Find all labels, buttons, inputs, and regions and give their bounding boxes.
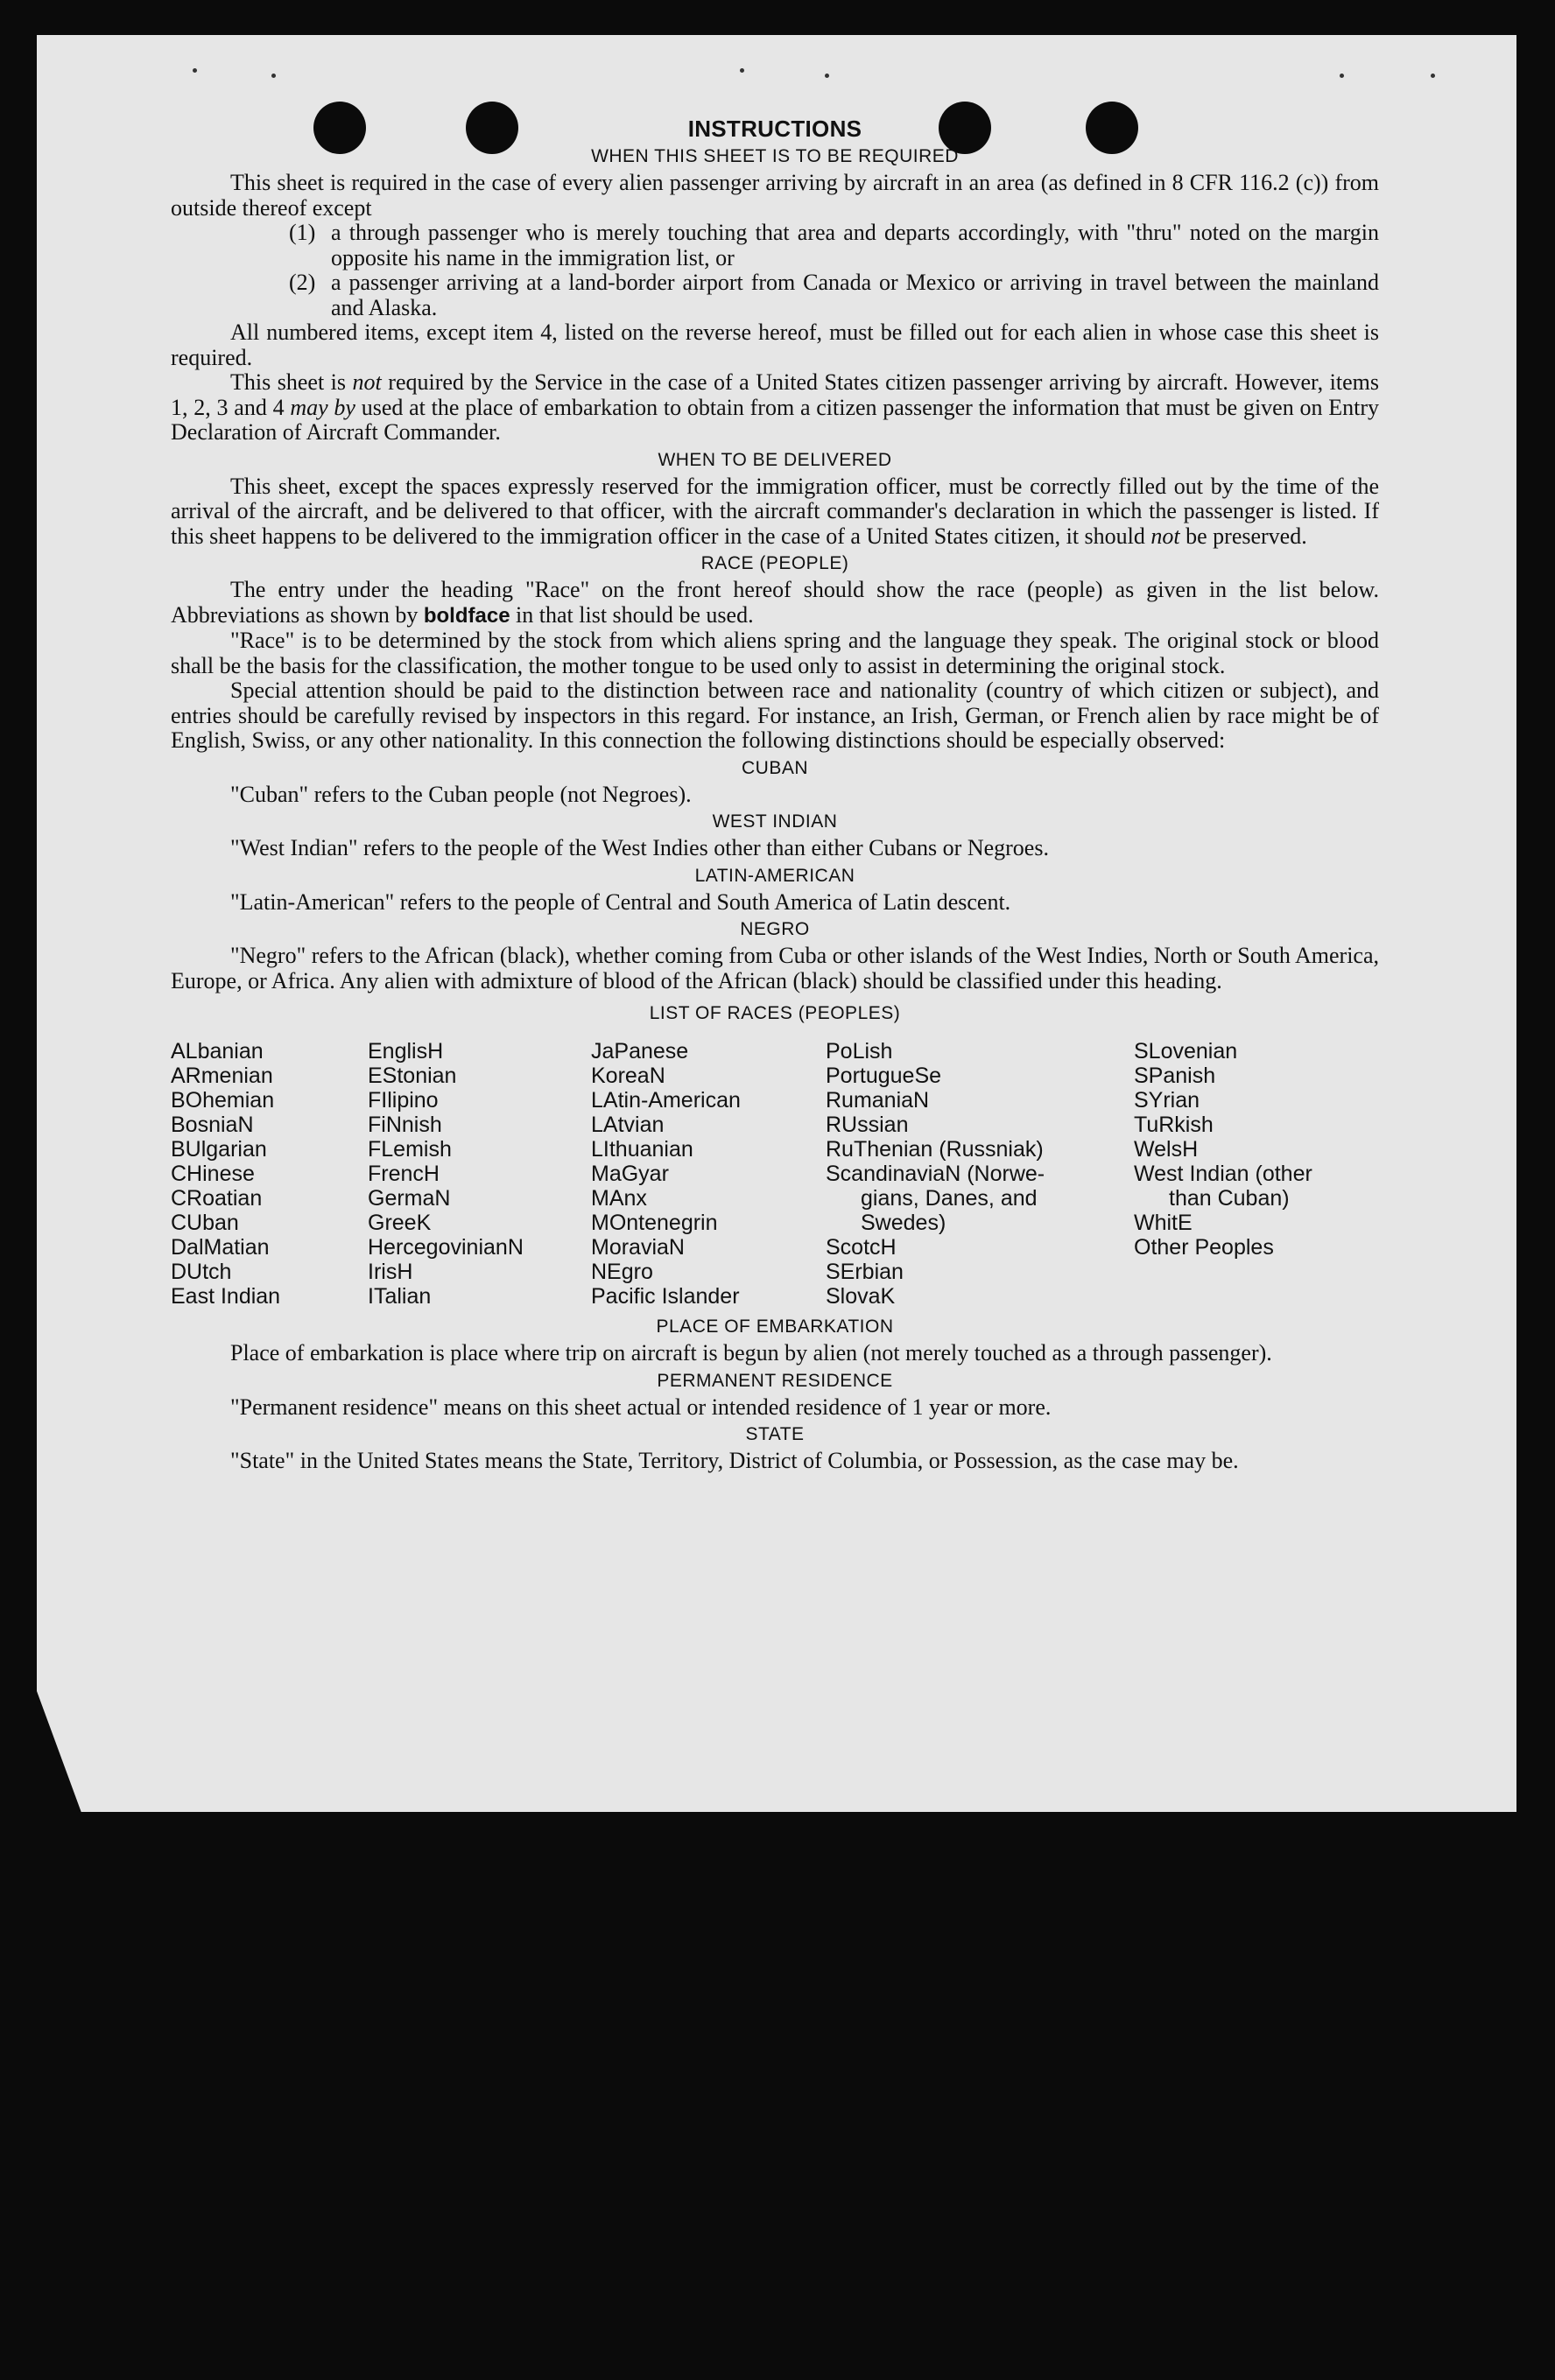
speck — [193, 68, 197, 73]
race-entry: gians, Danes, and — [861, 1186, 1038, 1211]
race-entry: BUlgarian — [171, 1137, 267, 1162]
numbered-items-paragraph: All numbered items, except item 4, listed on the reverse hereof, must be filled out for each alien in whose case this sheet is required. — [171, 319, 1379, 370]
race-heading: RACE (PEOPLE) — [700, 553, 849, 573]
race-entry: East Indian — [171, 1284, 281, 1309]
text-run: The entry under the heading "Race" on the front hereof should show the race (people) as given in the list below. Abbreviations as shown by — [171, 577, 1379, 628]
race-paragraph-1 — [171, 578, 1379, 628]
negro-text: "Negro" refers to the African (black), whether coming from Cuba or other islands of the West Indies, North or South America, Europe, or Africa. Any alien with admixture of blood of the African (black) should be classified under this heading. — [171, 943, 1379, 993]
state-heading: STATE — [745, 1424, 805, 1444]
when-required-intro: This sheet is required in the case of every alien passenger arriving by aircraft in an area (as defined in 8 CFR 116.2 (c)) from outside thereof except — [171, 170, 1379, 221]
race-entry: KoreaN — [591, 1064, 665, 1088]
text-run: This sheet is — [230, 369, 353, 395]
west-indian-text: "West Indian" refers to the people of the West Indies other than either Cubans or Negroes. — [230, 835, 1049, 860]
race-entry: RuThenian (Russniak) — [826, 1137, 1044, 1162]
emphasis: not — [1150, 523, 1180, 549]
race-entry: DalMatian — [171, 1235, 270, 1260]
exception-1 — [289, 221, 1379, 270]
race-entry: West Indian (other — [1134, 1162, 1312, 1186]
race-entry: SPanish — [1134, 1064, 1216, 1088]
speck — [825, 74, 829, 78]
when-required-heading: WHEN THIS SHEET IS TO BE REQUIRED — [591, 146, 959, 166]
race-entry: LIthuanian — [591, 1137, 693, 1162]
list-of-races-heading: LIST OF RACES (PEOPLES) — [649, 1003, 901, 1023]
exception-2 — [289, 270, 1379, 320]
race-entry: EnglisH — [368, 1039, 444, 1064]
race-entry: RumaniaN — [826, 1088, 930, 1113]
instructions-text — [171, 114, 1379, 1474]
races-column-3 — [591, 1039, 826, 1309]
latin-american-text: "Latin-American" refers to the people of Central and South America of Latin descent. — [230, 888, 1011, 915]
text-run: used at the place of embarkation to obtain from a citizen passenger the information that must be given on Entry Declaration of Aircraft Commander. — [171, 394, 1380, 445]
text-run: This sheet, except the spaces expressly reserved for the immigration officer, must be correctly filled out by the time of the arrival of the aircraft, and be delivered to that officer, with the aircraft commander's declaration in which the passenger is listed. If this sheet happens to be delivered to the immigration officer in the case of a United States citizen, it should — [171, 473, 1379, 549]
race-entry: FIlipino — [368, 1088, 439, 1113]
race-entry: BOhemian — [171, 1088, 275, 1113]
race-entry: PoLish — [826, 1039, 893, 1064]
race-entry: DUtch — [171, 1260, 232, 1284]
embarkation-text: Place of embarkation is place where trip on aircraft is begun by alien (not merely touched as a through passenger). — [230, 1340, 1272, 1366]
cuban-heading: CUBAN — [741, 757, 808, 778]
west-indian-heading: WEST INDIAN — [712, 811, 838, 832]
race-entry: WelsH — [1134, 1137, 1199, 1162]
negro-heading: NEGRO — [740, 919, 810, 939]
exception-number: (1) — [289, 220, 316, 245]
race-entry: JaPanese — [591, 1039, 689, 1064]
race-entry: ScandinaviaN (Norwe- — [826, 1162, 1045, 1186]
state-text: "State" in the United States means the State, Territory, District of Columbia, or Possession, as the case may be. — [230, 1448, 1239, 1473]
race-entry: MaGyar — [591, 1162, 669, 1186]
race-entry: Pacific Islander — [591, 1284, 740, 1309]
race-entry: WhitE — [1134, 1211, 1193, 1235]
race-entry: SlovaK — [826, 1284, 896, 1309]
race-entry: EStonian — [368, 1064, 457, 1088]
speck — [740, 68, 744, 73]
race-entry: TuRkish — [1134, 1113, 1214, 1137]
race-entry: RUssian — [826, 1113, 909, 1137]
race-paragraph-3: Special attention should be paid to the distinction between race and nationality (country of which citizen or subject), and entries should be carefully revised by inspectors in this regard. For instance, an Irish, German, or French alien by race might be of English, Swiss, or any other nationality. In this connection the following distinctions should be especially observed: — [171, 677, 1379, 753]
emphasis: not — [352, 369, 382, 395]
race-entry: MoraviaN — [591, 1235, 685, 1260]
races-column-4 — [826, 1039, 1134, 1309]
race-entry: than Cuban) — [1169, 1186, 1290, 1211]
latin-american-heading: LATIN-AMERICAN — [694, 865, 855, 886]
race-entry: ARmenian — [171, 1064, 273, 1088]
race-entry: GermaN — [368, 1186, 451, 1211]
text-run: in that list should be used. — [510, 601, 754, 628]
race-entry: BosniaN — [171, 1113, 254, 1137]
exception-text: a through passenger who is merely touching that area and departs accordingly, with "thru" noted on the margin opposite his name in the immigration list, or — [331, 220, 1379, 270]
when-delivered-heading: WHEN TO BE DELIVERED — [658, 449, 892, 470]
embarkation-heading: PLACE OF EMBARKATION — [656, 1316, 894, 1337]
race-entry: ALbanian — [171, 1039, 264, 1064]
text-run: be preserved. — [1179, 523, 1307, 549]
race-entry: GreeK — [368, 1211, 432, 1235]
race-entry: Other Peoples — [1134, 1235, 1274, 1260]
race-entry: IrisH — [368, 1260, 413, 1284]
race-entry: LAtvian — [591, 1113, 665, 1137]
races-column-1 — [171, 1039, 368, 1309]
races-column-5 — [1134, 1039, 1379, 1309]
race-entry: CHinese — [171, 1162, 255, 1186]
race-entry: CUban — [171, 1211, 239, 1235]
boldface-word: boldface — [423, 603, 510, 628]
race-entry: HercegovinianN — [368, 1235, 524, 1260]
race-entry: PortugueSe — [826, 1064, 942, 1088]
races-column-2 — [368, 1039, 591, 1309]
race-entry: Swedes) — [861, 1211, 946, 1235]
race-entry: FrencH — [368, 1162, 440, 1186]
race-entry: LAtin-American — [591, 1088, 741, 1113]
race-entry: NEgro — [591, 1260, 653, 1284]
race-entry: FiNnish — [368, 1113, 442, 1137]
race-entry: MOntenegrin — [591, 1211, 718, 1235]
race-entry: MAnx — [591, 1186, 647, 1211]
race-entry: SYrian — [1134, 1088, 1200, 1113]
race-entry: CRoatian — [171, 1186, 263, 1211]
speck — [271, 74, 276, 78]
race-entry: SLovenian — [1134, 1039, 1238, 1064]
text-run: required by the Service in the case of a United States citizen passenger arriving by aircraft. However, items 1, 2, 3 and 4 — [171, 369, 1379, 420]
exception-number: (2) — [289, 270, 316, 295]
emphasis: may by — [290, 394, 355, 420]
race-entry: FLemish — [368, 1137, 452, 1162]
race-entry: ITalian — [368, 1284, 432, 1309]
races-table — [171, 1039, 1379, 1309]
page-title: INSTRUCTIONS — [687, 116, 862, 142]
cuban-text: "Cuban" refers to the Cuban people (not Negroes). — [230, 781, 692, 807]
race-entry: SErbian — [826, 1260, 904, 1284]
race-entry: ScotcH — [826, 1235, 897, 1260]
residence-heading: PERMANENT RESIDENCE — [657, 1370, 893, 1391]
speck — [1431, 74, 1435, 78]
speck — [1340, 74, 1344, 78]
residence-text: "Permanent residence" means on this sheet actual or intended residence of 1 year or more. — [230, 1394, 1052, 1420]
when-delivered-text — [171, 474, 1379, 550]
citizen-paragraph — [171, 370, 1379, 446]
race-paragraph-2: "Race" is to be determined by the stock from which aliens spring and the language they speak. The original stock or blood shall be the basis for the classification, the mother tongue to be used only to assist in determining the original stock. — [171, 628, 1379, 678]
exception-text: a passenger arriving at a land-border airport from Canada or Mexico or arriving in travel between the mainland and Alaska. — [331, 270, 1379, 320]
